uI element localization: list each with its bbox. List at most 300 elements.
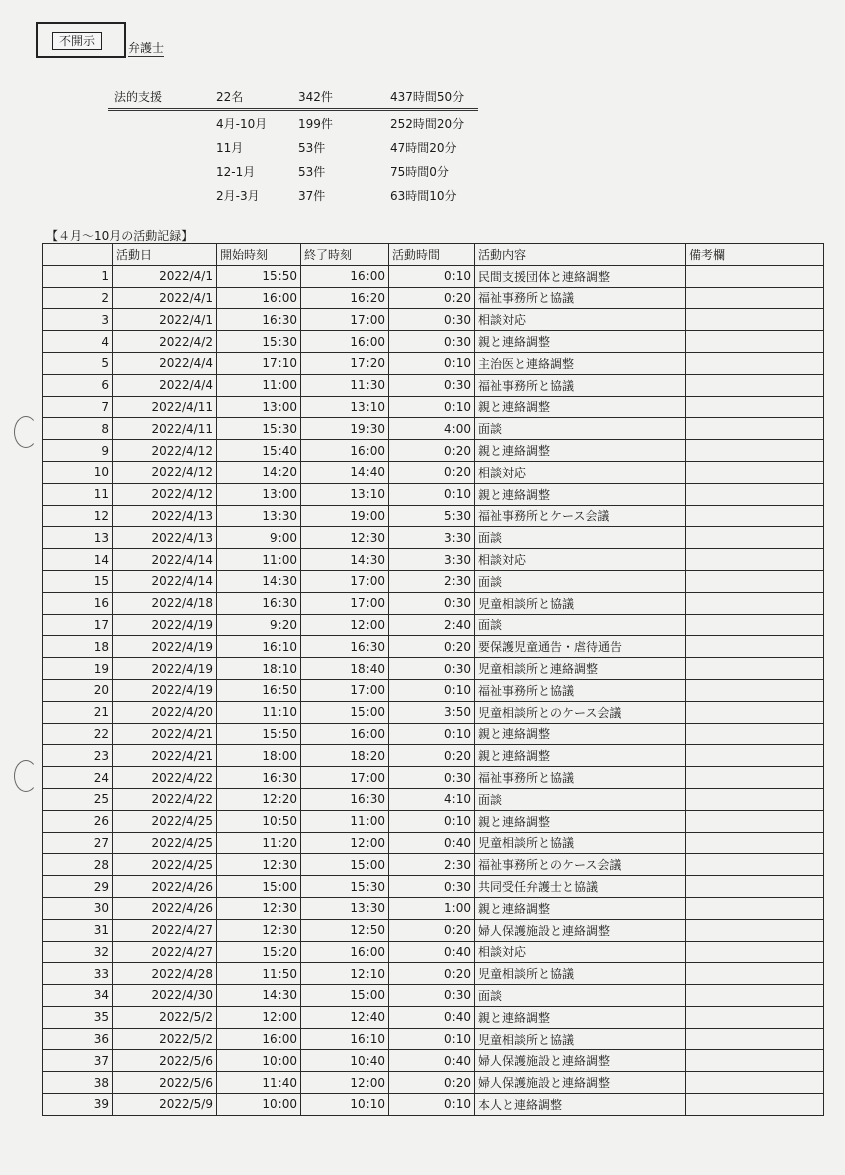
row-index: 30 xyxy=(43,897,113,919)
activity-date: 2022/4/20 xyxy=(113,701,217,723)
notes xyxy=(686,723,824,745)
activity-content: 親と連絡調整 xyxy=(475,440,686,462)
duration: 0:20 xyxy=(389,440,475,462)
notes xyxy=(686,1028,824,1050)
activity-content: 相談対応 xyxy=(475,549,686,571)
row-index: 35 xyxy=(43,1006,113,1028)
end-time: 14:30 xyxy=(301,549,389,571)
activity-content: 福祉事務所と協議 xyxy=(475,287,686,309)
row-index: 25 xyxy=(43,788,113,810)
end-time: 15:00 xyxy=(301,985,389,1007)
table-row xyxy=(43,963,824,985)
notes xyxy=(686,440,824,462)
activity-date: 2022/5/2 xyxy=(113,1028,217,1050)
table-row xyxy=(43,440,824,462)
notes xyxy=(686,549,824,571)
activity-content: 面談 xyxy=(475,418,686,440)
activity-content: 親と連絡調整 xyxy=(475,396,686,418)
notes xyxy=(686,396,824,418)
activity-content: 面談 xyxy=(475,527,686,549)
notes xyxy=(686,483,824,505)
row-index: 32 xyxy=(43,941,113,963)
activity-content: 婦人保護施設と連絡調整 xyxy=(475,1072,686,1094)
activity-content: 親と連絡調整 xyxy=(475,1006,686,1028)
end-time: 19:30 xyxy=(301,418,389,440)
duration: 0:40 xyxy=(389,832,475,854)
col-date-header: 活動日 xyxy=(113,244,217,266)
table-row xyxy=(43,265,824,287)
table-header-row xyxy=(43,244,824,266)
duration: 0:10 xyxy=(389,1028,475,1050)
table-row xyxy=(43,985,824,1007)
activity-content: 親と連絡調整 xyxy=(475,745,686,767)
start-time: 18:00 xyxy=(217,745,301,767)
notes xyxy=(686,832,824,854)
summary-hours: 75時間0分 xyxy=(390,165,449,179)
start-time: 11:50 xyxy=(217,963,301,985)
end-time: 15:00 xyxy=(301,701,389,723)
summary-hours: 47時間20分 xyxy=(390,141,457,155)
start-time: 15:50 xyxy=(217,265,301,287)
duration: 0:30 xyxy=(389,767,475,789)
end-time: 16:30 xyxy=(301,636,389,658)
duration: 4:10 xyxy=(389,788,475,810)
row-index: 18 xyxy=(43,636,113,658)
notes xyxy=(686,309,824,331)
summary-head-row xyxy=(108,84,478,111)
activity-content: 児童相談所と協議 xyxy=(475,592,686,614)
activity-date: 2022/5/6 xyxy=(113,1050,217,1072)
activity-date: 2022/4/22 xyxy=(113,788,217,810)
duration: 2:40 xyxy=(389,614,475,636)
row-index: 24 xyxy=(43,767,113,789)
notes xyxy=(686,679,824,701)
summary-cases: 342件 xyxy=(298,90,333,104)
start-time: 16:30 xyxy=(217,592,301,614)
end-time: 16:30 xyxy=(301,788,389,810)
table-row xyxy=(43,723,824,745)
end-time: 16:00 xyxy=(301,941,389,963)
table-row xyxy=(43,679,824,701)
activity-date: 2022/4/21 xyxy=(113,745,217,767)
col-start-header: 開始時刻 xyxy=(217,244,301,266)
end-time: 18:20 xyxy=(301,745,389,767)
duration: 0:10 xyxy=(389,483,475,505)
notes xyxy=(686,897,824,919)
notes xyxy=(686,919,824,941)
row-index: 28 xyxy=(43,854,113,876)
duration: 0:10 xyxy=(389,396,475,418)
summary-hours: 63時間10分 xyxy=(390,189,457,203)
notes xyxy=(686,854,824,876)
table-row xyxy=(43,592,824,614)
activity-content: 児童相談所と協議 xyxy=(475,832,686,854)
activity-content: 児童相談所と協議 xyxy=(475,1028,686,1050)
table-row xyxy=(43,658,824,680)
notes xyxy=(686,876,824,898)
notes xyxy=(686,418,824,440)
duration: 0:10 xyxy=(389,810,475,832)
duration: 5:30 xyxy=(389,505,475,527)
notes xyxy=(686,1094,824,1116)
col-index-header xyxy=(43,244,113,266)
end-time: 19:00 xyxy=(301,505,389,527)
start-time: 16:00 xyxy=(217,1028,301,1050)
activity-content: 面談 xyxy=(475,985,686,1007)
section-title: 【４月～10月の活動記録】 xyxy=(46,229,194,243)
row-index: 21 xyxy=(43,701,113,723)
row-index: 34 xyxy=(43,985,113,1007)
activity-date: 2022/4/11 xyxy=(113,396,217,418)
duration: 0:30 xyxy=(389,374,475,396)
activity-content: 本人と連絡調整 xyxy=(475,1094,686,1116)
duration: 0:30 xyxy=(389,658,475,680)
col-content-header: 活動内容 xyxy=(475,244,686,266)
row-index: 39 xyxy=(43,1094,113,1116)
start-time: 9:00 xyxy=(217,527,301,549)
activity-date: 2022/4/14 xyxy=(113,549,217,571)
duration: 0:20 xyxy=(389,919,475,941)
table-row xyxy=(43,854,824,876)
activity-content: 親と連絡調整 xyxy=(475,331,686,353)
duration: 0:30 xyxy=(389,876,475,898)
row-index: 12 xyxy=(43,505,113,527)
end-time: 13:10 xyxy=(301,396,389,418)
end-time: 16:00 xyxy=(301,265,389,287)
role-label: 弁護士 xyxy=(128,41,165,55)
row-index: 2 xyxy=(43,287,113,309)
end-time: 17:00 xyxy=(301,570,389,592)
activity-date: 2022/4/14 xyxy=(113,570,217,592)
notes xyxy=(686,374,824,396)
table-row xyxy=(43,1006,824,1028)
table-row xyxy=(43,810,824,832)
start-time: 10:00 xyxy=(217,1094,301,1116)
summary-label: 法的支援 xyxy=(114,90,163,104)
notes xyxy=(686,767,824,789)
end-time: 12:40 xyxy=(301,1006,389,1028)
table-row xyxy=(43,461,824,483)
duration: 3:30 xyxy=(389,549,475,571)
duration: 0:10 xyxy=(389,265,475,287)
activity-date: 2022/4/19 xyxy=(113,614,217,636)
redaction-box xyxy=(36,22,126,58)
end-time: 17:20 xyxy=(301,352,389,374)
end-time: 10:40 xyxy=(301,1050,389,1072)
summary-cases: 53件 xyxy=(298,141,326,155)
start-time: 14:20 xyxy=(217,461,301,483)
end-time: 14:40 xyxy=(301,461,389,483)
row-index: 33 xyxy=(43,963,113,985)
activity-date: 2022/4/13 xyxy=(113,505,217,527)
start-time: 11:00 xyxy=(217,374,301,396)
row-index: 37 xyxy=(43,1050,113,1072)
row-index: 7 xyxy=(43,396,113,418)
activity-date: 2022/4/2 xyxy=(113,331,217,353)
notes xyxy=(686,1006,824,1028)
start-time: 15:00 xyxy=(217,876,301,898)
table-row xyxy=(43,832,824,854)
start-time: 12:30 xyxy=(217,897,301,919)
activity-date: 2022/4/25 xyxy=(113,854,217,876)
notes xyxy=(686,287,824,309)
end-time: 17:00 xyxy=(301,679,389,701)
activity-date: 2022/4/1 xyxy=(113,265,217,287)
summary-rows xyxy=(108,111,478,207)
activity-date: 2022/4/1 xyxy=(113,287,217,309)
activity-log-table xyxy=(42,243,824,1116)
duration: 0:10 xyxy=(389,352,475,374)
end-time: 13:10 xyxy=(301,483,389,505)
row-index: 4 xyxy=(43,331,113,353)
start-time: 15:30 xyxy=(217,331,301,353)
table-row xyxy=(43,483,824,505)
row-index: 22 xyxy=(43,723,113,745)
table-row xyxy=(43,1028,824,1050)
activity-content: 婦人保護施設と連絡調整 xyxy=(475,919,686,941)
row-index: 19 xyxy=(43,658,113,680)
table-row xyxy=(43,919,824,941)
notes xyxy=(686,614,824,636)
table-row xyxy=(43,788,824,810)
activity-date: 2022/4/21 xyxy=(113,723,217,745)
table-row xyxy=(43,287,824,309)
start-time: 11:10 xyxy=(217,701,301,723)
table-row xyxy=(43,876,824,898)
summary-period: 2月-3月 xyxy=(216,189,260,203)
activity-content: 主治医と連絡調整 xyxy=(475,352,686,374)
summary-hours: 437時間50分 xyxy=(390,90,465,104)
end-time: 10:10 xyxy=(301,1094,389,1116)
activity-date: 2022/4/11 xyxy=(113,418,217,440)
start-time: 14:30 xyxy=(217,570,301,592)
row-index: 14 xyxy=(43,549,113,571)
notes xyxy=(686,985,824,1007)
activity-date: 2022/4/12 xyxy=(113,461,217,483)
notes xyxy=(686,745,824,767)
start-time: 16:30 xyxy=(217,309,301,331)
notes xyxy=(686,505,824,527)
table-row xyxy=(43,309,824,331)
activity-date: 2022/4/26 xyxy=(113,897,217,919)
start-time: 11:00 xyxy=(217,549,301,571)
start-time: 15:20 xyxy=(217,941,301,963)
summary-row xyxy=(108,183,478,207)
table-row xyxy=(43,352,824,374)
summary-cases: 37件 xyxy=(298,189,326,203)
activity-content: 相談対応 xyxy=(475,941,686,963)
end-time: 17:00 xyxy=(301,309,389,331)
start-time: 10:00 xyxy=(217,1050,301,1072)
notes xyxy=(686,963,824,985)
activity-date: 2022/4/1 xyxy=(113,309,217,331)
activity-date: 2022/4/13 xyxy=(113,527,217,549)
row-index: 13 xyxy=(43,527,113,549)
row-index: 10 xyxy=(43,461,113,483)
end-time: 16:10 xyxy=(301,1028,389,1050)
duration: 2:30 xyxy=(389,854,475,876)
end-time: 15:00 xyxy=(301,854,389,876)
activity-content: 要保護児童通告・虐待通告 xyxy=(475,636,686,658)
start-time: 12:00 xyxy=(217,1006,301,1028)
start-time: 16:30 xyxy=(217,767,301,789)
end-time: 12:50 xyxy=(301,919,389,941)
summary-period: 12-1月 xyxy=(216,165,256,179)
table-row xyxy=(43,505,824,527)
start-time: 12:30 xyxy=(217,854,301,876)
activity-content: 婦人保護施設と連絡調整 xyxy=(475,1050,686,1072)
row-index: 11 xyxy=(43,483,113,505)
duration: 1:00 xyxy=(389,897,475,919)
summary-row xyxy=(108,111,478,135)
table-row xyxy=(43,767,824,789)
activity-content: 児童相談所と連絡調整 xyxy=(475,658,686,680)
row-index: 20 xyxy=(43,679,113,701)
row-index: 1 xyxy=(43,265,113,287)
start-time: 11:40 xyxy=(217,1072,301,1094)
summary-count: 22名 xyxy=(216,90,244,104)
duration: 0:20 xyxy=(389,1072,475,1094)
table-row xyxy=(43,701,824,723)
summary-period: 11月 xyxy=(216,141,244,155)
notes xyxy=(686,461,824,483)
end-time: 17:00 xyxy=(301,767,389,789)
start-time: 16:00 xyxy=(217,287,301,309)
summary-row xyxy=(108,135,478,159)
duration: 4:00 xyxy=(389,418,475,440)
activity-date: 2022/5/9 xyxy=(113,1094,217,1116)
notes xyxy=(686,570,824,592)
start-time: 9:20 xyxy=(217,614,301,636)
activity-content: 民間支援団体と連絡調整 xyxy=(475,265,686,287)
activity-content: 面談 xyxy=(475,570,686,592)
activity-date: 2022/4/19 xyxy=(113,679,217,701)
start-time: 16:50 xyxy=(217,679,301,701)
row-index: 38 xyxy=(43,1072,113,1094)
binder-hole-mark xyxy=(14,416,38,448)
summary-row xyxy=(108,159,478,183)
start-time: 10:50 xyxy=(217,810,301,832)
end-time: 12:30 xyxy=(301,527,389,549)
start-time: 11:20 xyxy=(217,832,301,854)
row-index: 6 xyxy=(43,374,113,396)
end-time: 13:30 xyxy=(301,897,389,919)
duration: 0:20 xyxy=(389,636,475,658)
table-row xyxy=(43,1050,824,1072)
activity-date: 2022/4/30 xyxy=(113,985,217,1007)
end-time: 16:20 xyxy=(301,287,389,309)
notes xyxy=(686,701,824,723)
notes xyxy=(686,1072,824,1094)
duration: 3:50 xyxy=(389,701,475,723)
start-time: 15:30 xyxy=(217,418,301,440)
table-row xyxy=(43,941,824,963)
table-row xyxy=(43,418,824,440)
activity-date: 2022/5/2 xyxy=(113,1006,217,1028)
col-duration-header: 活動時間 xyxy=(389,244,475,266)
start-time: 13:00 xyxy=(217,483,301,505)
duration: 2:30 xyxy=(389,570,475,592)
duration: 0:10 xyxy=(389,679,475,701)
row-index: 15 xyxy=(43,570,113,592)
start-time: 12:20 xyxy=(217,788,301,810)
activity-content: 福祉事務所とケース会議 xyxy=(475,505,686,527)
row-index: 8 xyxy=(43,418,113,440)
activity-date: 2022/4/25 xyxy=(113,832,217,854)
summary-cases: 199件 xyxy=(298,117,333,131)
notes xyxy=(686,592,824,614)
table-row xyxy=(43,636,824,658)
activity-date: 2022/4/22 xyxy=(113,767,217,789)
activity-content: 福祉事務所と協議 xyxy=(475,767,686,789)
table-row xyxy=(43,570,824,592)
col-end-header: 終了時刻 xyxy=(301,244,389,266)
activity-content: 児童相談所とのケース会議 xyxy=(475,701,686,723)
notes xyxy=(686,941,824,963)
summary-hours: 252時間20分 xyxy=(390,117,465,131)
activity-content: 親と連絡調整 xyxy=(475,723,686,745)
table-row xyxy=(43,374,824,396)
duration: 0:10 xyxy=(389,723,475,745)
start-time: 13:00 xyxy=(217,396,301,418)
table-row xyxy=(43,549,824,571)
row-index: 26 xyxy=(43,810,113,832)
activity-date: 2022/4/4 xyxy=(113,374,217,396)
duration: 0:10 xyxy=(389,1094,475,1116)
table-row xyxy=(43,396,824,418)
notes xyxy=(686,1050,824,1072)
row-index: 29 xyxy=(43,876,113,898)
row-index: 23 xyxy=(43,745,113,767)
start-time: 15:40 xyxy=(217,440,301,462)
activity-date: 2022/4/19 xyxy=(113,636,217,658)
activity-date: 2022/4/19 xyxy=(113,658,217,680)
row-index: 36 xyxy=(43,1028,113,1050)
activity-content: 親と連絡調整 xyxy=(475,483,686,505)
activity-content: 福祉事務所と協議 xyxy=(475,679,686,701)
end-time: 16:00 xyxy=(301,440,389,462)
summary-cases: 53件 xyxy=(298,165,326,179)
row-index: 9 xyxy=(43,440,113,462)
activity-date: 2022/4/18 xyxy=(113,592,217,614)
notes xyxy=(686,810,824,832)
notes xyxy=(686,527,824,549)
activity-date: 2022/4/28 xyxy=(113,963,217,985)
activity-content: 面談 xyxy=(475,788,686,810)
start-time: 13:30 xyxy=(217,505,301,527)
notes xyxy=(686,352,824,374)
activity-date: 2022/4/12 xyxy=(113,440,217,462)
end-time: 12:00 xyxy=(301,1072,389,1094)
duration: 0:40 xyxy=(389,941,475,963)
activity-date: 2022/4/27 xyxy=(113,919,217,941)
start-time: 14:30 xyxy=(217,985,301,1007)
activity-date: 2022/4/4 xyxy=(113,352,217,374)
start-time: 15:50 xyxy=(217,723,301,745)
activity-date: 2022/4/12 xyxy=(113,483,217,505)
table-row xyxy=(43,614,824,636)
activity-content: 相談対応 xyxy=(475,309,686,331)
end-time: 17:00 xyxy=(301,592,389,614)
duration: 0:20 xyxy=(389,287,475,309)
activity-content: 共同受任弁護士と協議 xyxy=(475,876,686,898)
end-time: 16:00 xyxy=(301,331,389,353)
duration: 0:30 xyxy=(389,985,475,1007)
end-time: 12:00 xyxy=(301,614,389,636)
activity-content: 面談 xyxy=(475,614,686,636)
table-row xyxy=(43,897,824,919)
notes xyxy=(686,788,824,810)
